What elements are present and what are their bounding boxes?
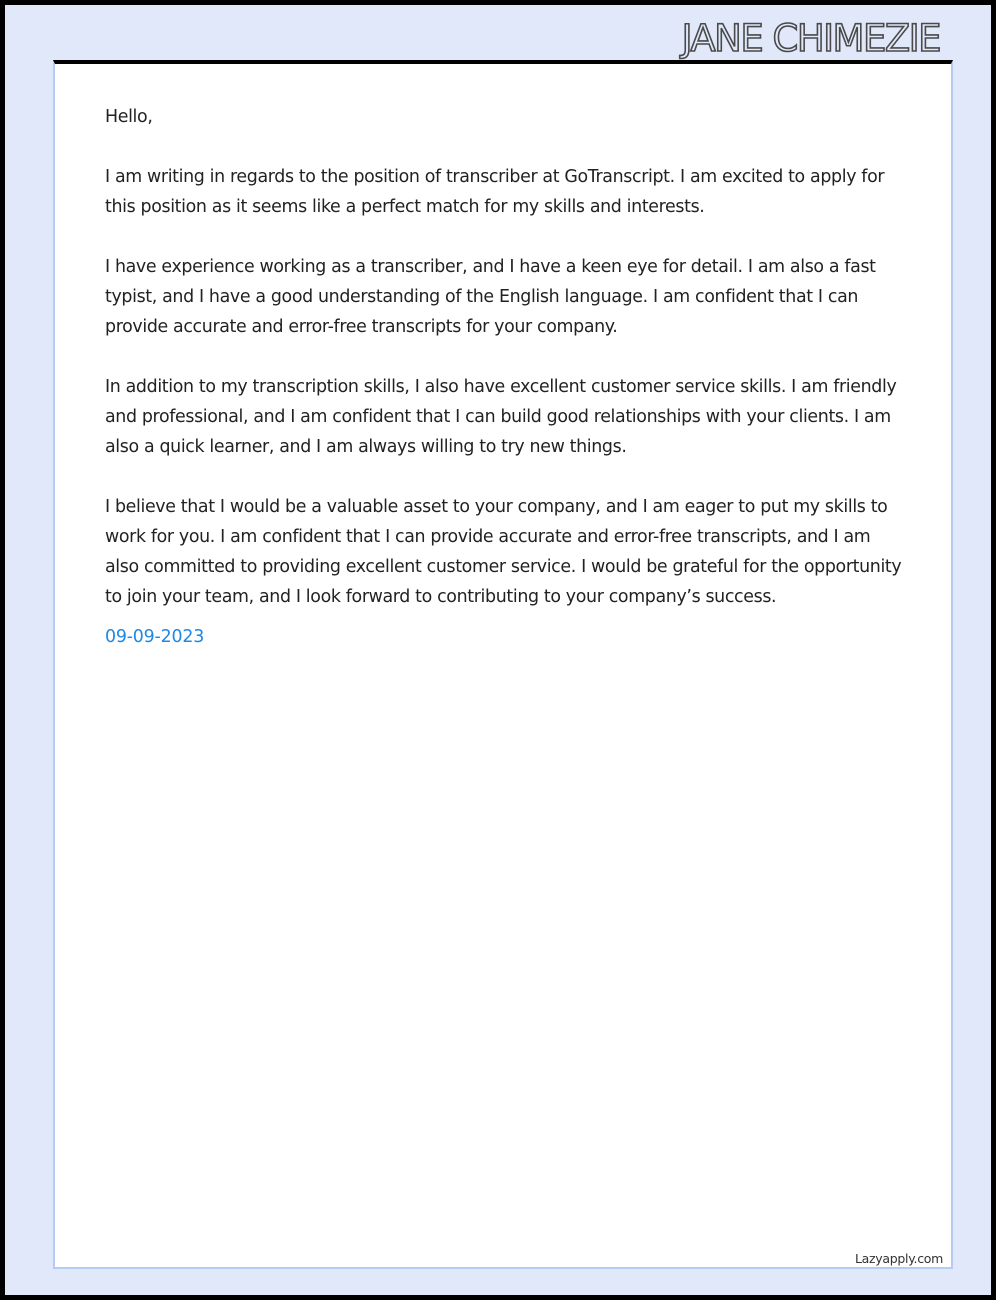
letter-paragraph: I believe that I would be a valuable asset to your company, and I am eager to put my skills to work for you. I am confident that I can provide accurate and error-free transcripts, and I am also committed to providing excellent customer service. I would be grateful for the opportunity to join your team, and I look forward to contributing to your company’s success. (105, 497, 902, 607)
letter-paragraph: I have experience working as a transcriber, and I have a keen eye for detail. I am also a fast typist, and I have a good understanding of the English language. I am confident that I can provide accurate and error-free transcripts for your company. (105, 257, 876, 337)
cover-letter-card (53, 60, 953, 1269)
footer-brand: Lazyapply.com (855, 1251, 943, 1266)
letter-greeting: Hello, (105, 107, 153, 127)
letter-paragraph: In addition to my transcription skills, I also have excellent customer service skills. I am friendly and professional, and I am confident that I can build good relationships with your clients. I am also a quick learner, and I am always willing to try new things. (105, 377, 897, 457)
letter-date: 09-09-2023 (105, 627, 205, 647)
letter-body (105, 102, 905, 652)
applicant-name: JANE CHIMEZIE (681, 17, 940, 60)
page-frame (5, 5, 991, 1295)
letter-paragraph: I am writing in regards to the position of transcriber at GoTranscript. I am excited to apply for this position as it seems like a perfect match for my skills and interests. (105, 167, 885, 217)
